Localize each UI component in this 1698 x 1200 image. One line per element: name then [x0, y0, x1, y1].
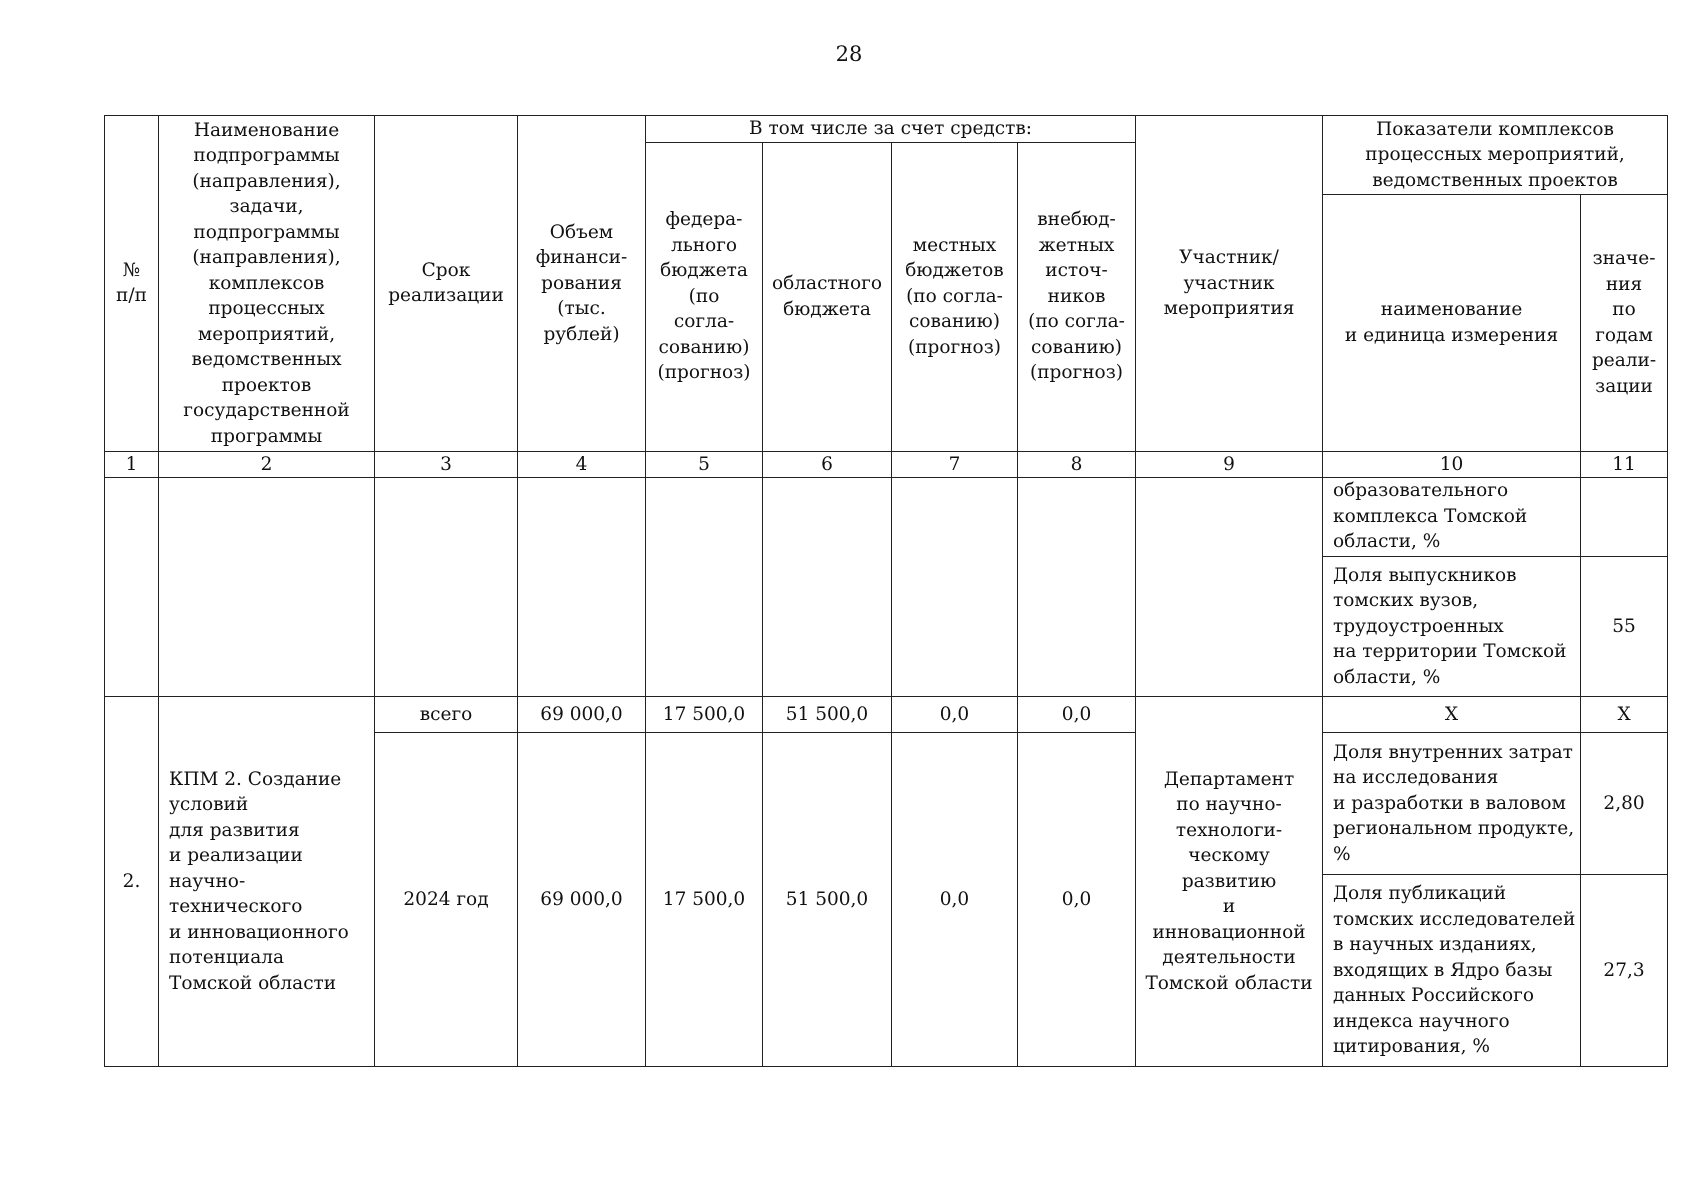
- extra-year: 0,0: [1018, 733, 1136, 1067]
- volume-year: 69 000,0: [518, 733, 646, 1067]
- row-number: 2.: [105, 697, 159, 1067]
- extra-total: 0,0: [1018, 697, 1136, 733]
- term-year: 2024 год: [375, 733, 518, 1067]
- column-number: 10: [1323, 451, 1581, 478]
- header-regional: областного бюджета: [763, 142, 892, 451]
- header-participant: Участник/ участник мероприятия: [1136, 116, 1323, 452]
- indicator-name: Доля выпускников томских вузов, трудоустроенных на территории Томской области, %: [1323, 557, 1581, 697]
- table-row: [105, 478, 1668, 557]
- header-extra: внебюд- жетных источ- ников (по согла- сованию) (прогноз): [1018, 142, 1136, 451]
- indicator-name: образовательного комплекса Томской области, %: [1323, 478, 1581, 557]
- column-number: 3: [375, 451, 518, 478]
- header-indicator-name: наименование и единица измерения: [1323, 194, 1581, 451]
- cell-empty: [375, 478, 518, 697]
- cell-empty: [892, 478, 1018, 697]
- column-number: 4: [518, 451, 646, 478]
- volume-total: 69 000,0: [518, 697, 646, 733]
- header-indicators: Показатели комплексов процессных мероприятий, ведомственных проектов: [1323, 116, 1668, 195]
- header-local: местных бюджетов (по согла- сованию) (прогноз): [892, 142, 1018, 451]
- page-number: 28: [835, 42, 863, 66]
- cell-empty: [1136, 478, 1323, 697]
- cell-empty: [1018, 478, 1136, 697]
- cell-empty: [159, 478, 375, 697]
- indicator-value-total: Х: [1581, 697, 1668, 733]
- column-number: 8: [1018, 451, 1136, 478]
- indicator-name: Доля внутренних затрат на исследования и разработки в валовом региональном продукте, %: [1323, 733, 1581, 875]
- indicator-name-total: Х: [1323, 697, 1581, 733]
- cell-empty: [646, 478, 763, 697]
- kpm-name: КПМ 2. Создание условий для развития и реализации научно- технического и инновационного потенциала Томской области: [159, 697, 375, 1067]
- participant: Департамент по научно- технологи- ческому развитию и инновационной деятельности Томской области: [1136, 697, 1323, 1067]
- federal-total: 17 500,0: [646, 697, 763, 733]
- regional-year: 51 500,0: [763, 733, 892, 1067]
- header-volume: Объем финанси- рования (тыс. рублей): [518, 116, 646, 452]
- federal-year: 17 500,0: [646, 733, 763, 1067]
- column-number: 9: [1136, 451, 1323, 478]
- term-total: всего: [375, 697, 518, 733]
- local-year: 0,0: [892, 733, 1018, 1067]
- column-number: 2: [159, 451, 375, 478]
- column-number: 1: [105, 451, 159, 478]
- indicator-name: Доля публикаций томских исследователей в научных изданиях, входящих в Ядро базы данных Российского индекса научного цитирования, %: [1323, 875, 1581, 1067]
- header-row: [105, 116, 1668, 143]
- header-name: Наименование подпрограммы (направления), задачи, подпрограммы (направления), комплексов процессных мероприятий, ведомственных проектов государственной программы: [159, 116, 375, 452]
- cell-empty: [518, 478, 646, 697]
- column-number: 6: [763, 451, 892, 478]
- local-total: 0,0: [892, 697, 1018, 733]
- header-term: Срок реализации: [375, 116, 518, 452]
- indicator-value: [1581, 478, 1668, 557]
- regional-total: 51 500,0: [763, 697, 892, 733]
- column-numbers-row: [105, 451, 1668, 478]
- column-number: 5: [646, 451, 763, 478]
- indicator-value: 2,80: [1581, 733, 1668, 875]
- indicator-value: 27,3: [1581, 875, 1668, 1067]
- header-num: № п/п: [105, 116, 159, 452]
- cell-empty: [105, 478, 159, 697]
- indicator-value: 55: [1581, 557, 1668, 697]
- column-number: 7: [892, 451, 1018, 478]
- header-including: В том числе за счет средств:: [646, 116, 1136, 143]
- program-table: [104, 115, 1668, 1067]
- table-row: [105, 697, 1668, 733]
- column-number: 11: [1581, 451, 1668, 478]
- header-federal: федера- льного бюджета (по согла- сованию) (прогноз): [646, 142, 763, 451]
- header-indicator-values: значе- ния по годам реали- зации: [1581, 194, 1668, 451]
- cell-empty: [763, 478, 892, 697]
